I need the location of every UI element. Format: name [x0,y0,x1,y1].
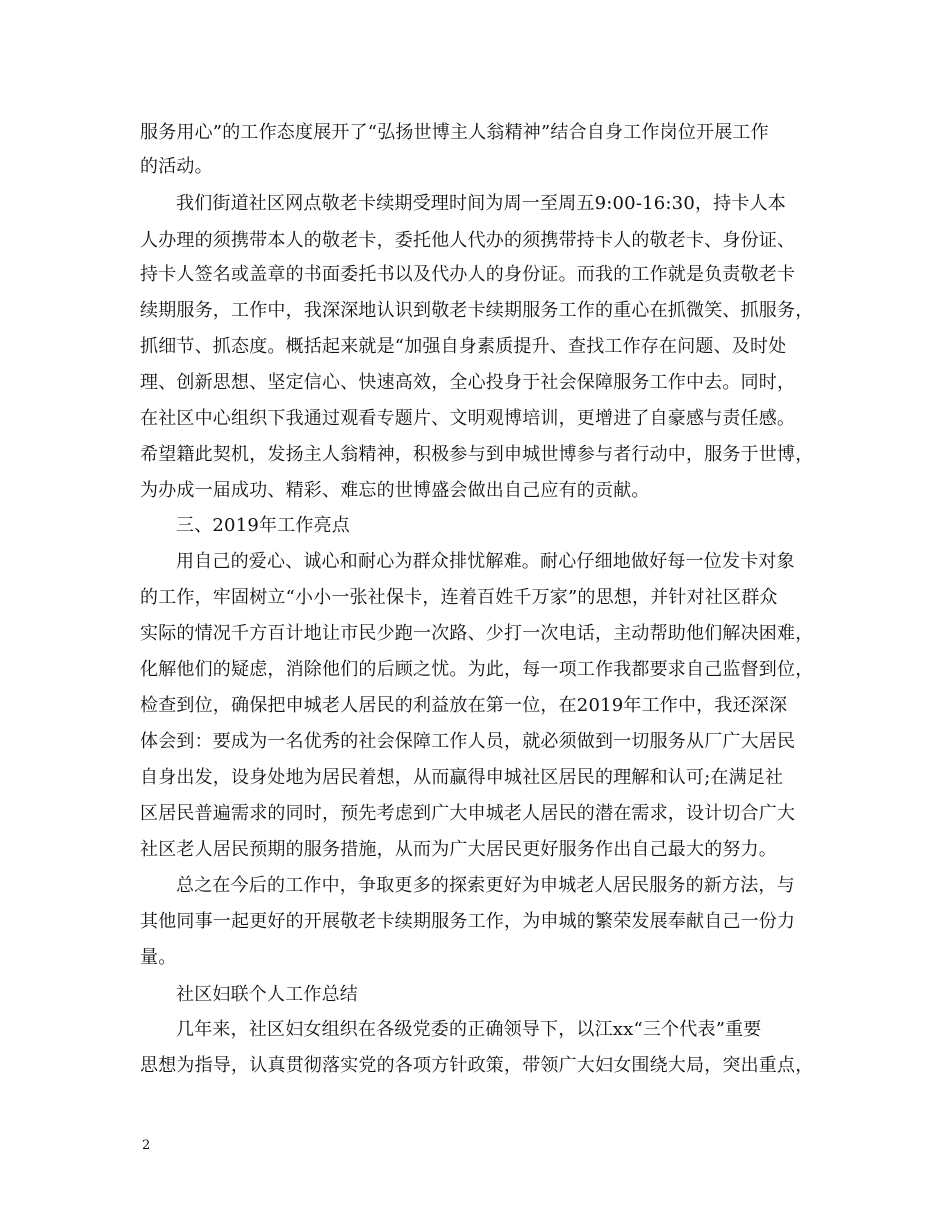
body-text-line: 理、创新思想、坚定信心、快速高效，全心投身于社会保障服务工作中去。同时， [140,372,796,393]
body-text-line: 化解他们的疑虑，消除他们的后顾之忧。为此，每一项工作我都要求自己监督到位， [140,659,814,680]
section-heading: 社区妇联个人工作总结 [176,984,358,1005]
body-text-line: 续期服务，工作中，我深深地认识到敬老卡续期服务工作的重心在抓微笑、抓服务， [140,300,814,321]
body-text-line: 我们街道社区网点敬老卡续期受理时间为周一至周五9:00-16:30，持卡人本 [176,193,786,214]
body-text-line: 检查到位，确保把申城老人居民的利益放在第一位，在2019年工作中，我还深深 [140,695,788,716]
body-text-line: 体会到：要成为一名优秀的社会保障工作人员，就必须做到一切服务从厂广大居民 [140,731,796,752]
body-text-line: 为办成一届成功、精彩、难忘的世博盛会做出自己应有的贡献。 [140,480,650,501]
body-text-line: 人办理的须携带本人的敬老卡，委托他人代办的须携带持卡人的敬老卡、身份证、 [140,230,796,251]
body-text-line: 几年来，社区妇女组织在各级党委的正确领导下，以江xx“三个代表”重要 [176,1019,762,1040]
body-text-line: 自身出发，设身处地为居民着想，从而赢得申城社区居民的理解和认可;在满足社 [140,767,784,788]
body-text-line: 的工作，牢固树立“小小一张社保卡，连着百姓千万家”的思想，并针对社区群众 [140,587,778,608]
body-text-line: 在社区中心组织下我通过观看专题片、文明观博培训，更增进了自豪感与责任感。 [140,408,796,429]
section-heading: 三、2019年工作亮点 [176,515,351,536]
page-number: 2 [142,1138,151,1153]
body-text-line: 区居民普遍需求的同时，预先考虑到广大申城老人居民的潜在需求，设计切合广大 [140,803,796,824]
body-text-line: 希望籍此契机，发扬主人翁精神，积极参与到申城世博参与者行动中，服务于世博， [140,444,814,465]
body-text-line: 实际的情况千方百计地让市民少跑一次路、少打一次电话，主动帮助他们解决困难， [140,623,814,644]
body-text-line: 服务用心”的工作态度展开了“弘扬世博主人翁精神”结合自身工作岗位开展工作 [140,122,769,143]
body-text-line: 其他同事一起更好的开展敬老卡续期服务工作，为申城的繁荣发展奉献自己一份力 [140,911,796,932]
body-text-line: 量。 [140,947,177,968]
body-text-line: 思想为指导，认真贯彻落实党的各项方针政策，带领广大妇女围绕大局，突出重点， [140,1055,814,1076]
body-text-line: 持卡人签名或盖章的书面委托书以及代办人的身份证。而我的工作就是负责敬老卡 [140,264,796,285]
body-text-line: 抓细节、抓态度。概括起来就是“加强自身素质提升、查找工作存在问题、及时处 [140,336,787,357]
body-text-line: 的活动。 [140,156,213,177]
body-text-line: 社区老人居民预期的服务措施，从而为广大居民更好服务作出自己最大的努力。 [140,839,777,860]
body-text-line: 总之在今后的工作中，争取更多的探索更好为申城老人居民服务的新方法，与 [176,875,795,896]
body-text-line: 用自己的爱心、诚心和耐心为群众排忧解难。耐心仔细地做好每一位发卡对象 [176,551,795,572]
